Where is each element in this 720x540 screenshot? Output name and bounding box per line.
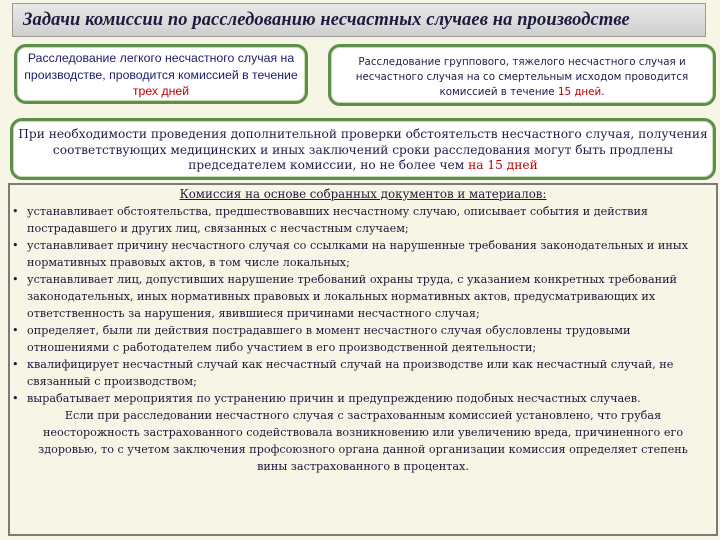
commission-tasks-panel [8,183,718,536]
bullet-icon: • [12,205,19,218]
list-item-text: устанавливает лиц, допустивших нарушение требований охраны труда, с указанием конкретных требований законодательных, иных нормативных правовых и локальных нормативных актов, предусматривающих их ответственность за нарушения, явившиеся причинами несчастного случая; [27,273,677,320]
commission-tasks-heading [10,186,716,203]
list-item-text: квалифицирует несчастный случай как несчастный случай на производстве или как несчастный случай, не связанный с производством; [27,358,674,388]
light-accident-box [14,44,308,104]
extension-text: При необходимости проведения дополнительной проверки обстоятельств несчастного случая, получения соответствующих медицинских и иных заключений сроки расследования могут быть продлены председателем комиссии, но не более чем [18,127,708,173]
list-item-text: устанавливает обстоятельства, предшествовавших несчастному случаю, описывает события и действия пострадавшего и других лиц, связанных с несчастным случаем; [27,205,648,235]
bullet-icon: • [12,392,19,405]
list-item-text: определяет, были ли действия пострадавшего в момент несчастного случая обусловлены трудовыми отношениями с работодателем либо участием в его производственной деятельности; [27,324,631,354]
light-accident-term: трех дней [132,84,190,98]
severe-accident-term: 15 дней [557,86,602,98]
severe-accident-text: Расследование группового, тяжелого несчастного случая и несчастного случая на со смертельным исходом проводится комиссией в течение [355,56,689,98]
list-item [10,390,716,407]
severe-accident-box [328,44,716,106]
list-item [10,322,716,356]
list-item-text: устанавливает причину несчастного случая со ссылками на нарушенные требования законодательных и иных нормативных правовых актов, в том числе локальных; [27,239,689,269]
commission-tasks-heading-text: Комиссия на основе собранных документов и материалов: [179,187,547,201]
commission-tasks-list [10,203,716,407]
severe-accident-suffix: . [601,86,605,98]
list-item [10,203,716,237]
list-item [10,356,716,390]
title-bar [12,3,706,37]
bullet-icon: • [12,358,19,371]
bullet-icon: • [12,324,19,337]
list-item-text: вырабатывает мероприятия по устранению причин и предупреждению подобных несчастных случаев. [27,392,641,405]
bullet-icon: • [12,239,19,252]
page-title: Задачи комиссии по расследованию несчастных случаев на производстве [23,10,630,30]
extension-box [10,118,716,180]
list-item [10,237,716,271]
insured-negligence-paragraph: Если при расследовании несчастного случая с застрахованным комиссией установлено, что грубая неосторожность застрахованного содействовала возникновению или увеличению вреда, причиненного его здоровью, то с учетом заключения профсоюзного органа данной организации комиссия определяет степень вины застрахованного в процентах. [38,409,688,473]
light-accident-text: Расследование легкого несчастного случая на производстве, проводится комиссией в течение [24,51,298,82]
list-item [10,271,716,322]
extension-term: на 15 дней [468,158,538,173]
bullet-icon: • [12,273,19,286]
